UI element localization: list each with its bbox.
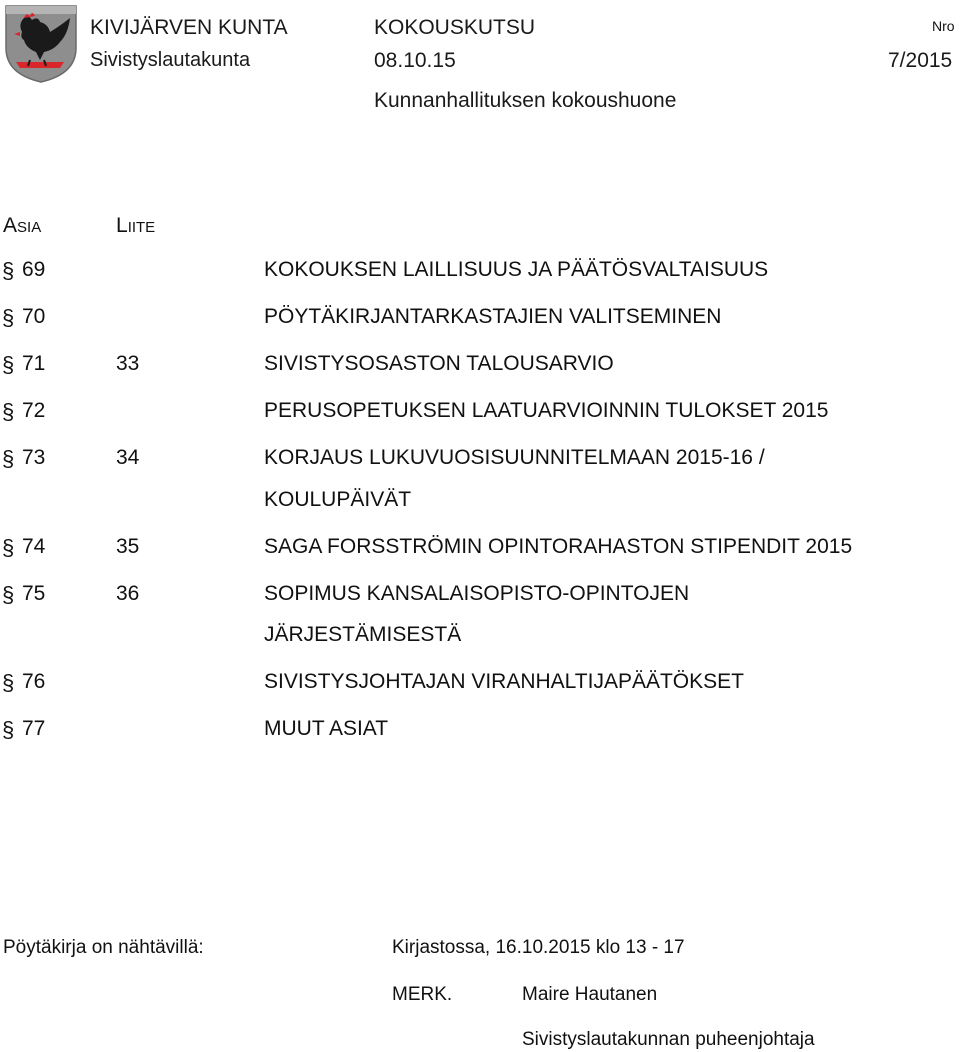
document-type: KOKOUSKUTSU [374, 16, 536, 39]
section-symbol: § [2, 717, 15, 742]
agenda-item-title: KORJAUS LUKUVUOSISUUNNITELMAAN 2015-16 / [264, 446, 765, 469]
section-symbol: § [2, 446, 15, 471]
agenda-item-number: 77 [22, 717, 46, 740]
agenda-item-title: MUUT ASIAT [264, 717, 389, 740]
section-symbol: § [2, 305, 15, 330]
agenda-item-number: 72 [22, 399, 46, 422]
meeting-location: Kunnanhallituksen kokoushuone [374, 89, 677, 112]
agenda-item [0, 352, 960, 392]
section-symbol: § [2, 352, 15, 377]
agenda-item [0, 305, 960, 345]
column-header-asia: ASIA [3, 214, 42, 237]
agenda-item-number: 73 [22, 446, 46, 469]
signer-name: Maire Hautanen [522, 984, 658, 1005]
minutes-available-label: Pöytäkirja on nähtävillä: [3, 937, 204, 958]
minutes-available-value: Kirjastossa, 16.10.2015 klo 13 - 17 [392, 937, 685, 958]
agenda-item-title: KOKOUKSEN LAILLISUUS JA PÄÄTÖSVALTAISUUS [264, 258, 769, 281]
meeting-date: 08.10.15 [374, 49, 456, 72]
meeting-number: 7/2015 [888, 49, 953, 72]
coat-of-arms-icon [4, 4, 78, 84]
section-symbol: § [2, 581, 15, 607]
agenda-item [0, 535, 960, 575]
agenda-item [0, 717, 960, 757]
agenda-item-title: PÖYTÄKIRJANTARKASTAJIEN VALITSEMINEN [264, 305, 722, 328]
agenda-item-title-continued: JÄRJESTÄMISESTÄ [264, 623, 462, 646]
agenda-item-title: SOPIMUS KANSALAISOPISTO-OPINTOJEN [264, 581, 690, 605]
agenda-item-number: 75 [22, 581, 46, 605]
section-symbol: § [2, 258, 15, 283]
signer-title: Sivistyslautakunnan puheenjohtaja [522, 1029, 815, 1050]
agenda-item-number: 69 [22, 258, 46, 281]
section-symbol: § [2, 534, 15, 560]
municipality-name: KIVIJÄRVEN KUNTA [90, 16, 288, 39]
section-symbol: § [2, 670, 15, 695]
agenda-item-number: 74 [22, 534, 46, 558]
board-name: Sivistyslautakunta [90, 49, 251, 71]
agenda-item-title: PERUSOPETUKSEN LAATUARVIOINNIN TULOKSET 2015 [264, 399, 829, 422]
agenda-item [0, 399, 960, 439]
agenda-item-title: SAGA FORSSTRÖMIN OPINTORAHASTON STIPENDIT 2015 [264, 534, 853, 558]
agenda-item-title-continued: KOULUPÄIVÄT [264, 487, 412, 511]
agenda-item-number: 76 [22, 670, 46, 693]
agenda-item-attachment: 35 [116, 534, 140, 558]
section-symbol: § [2, 399, 15, 424]
agenda-item-attachment: 36 [116, 581, 140, 605]
nro-label: Nro [932, 18, 955, 34]
agenda-item [0, 670, 960, 710]
column-header-liite: LIITE [116, 214, 156, 237]
agenda-item-title: SIVISTYSOSASTON TALOUSARVIO [264, 352, 614, 375]
agenda-item-attachment: 33 [116, 352, 140, 375]
agenda-item-attachment: 34 [116, 446, 140, 469]
agenda-item [0, 258, 960, 298]
agenda-item-number: 70 [22, 305, 46, 328]
agenda-item-number: 71 [22, 352, 46, 375]
agenda-item [0, 446, 960, 486]
agenda-item-title: SIVISTYSJOHTAJAN VIRANHALTIJAPÄÄTÖKSET [264, 670, 744, 693]
merk-label: MERK. [392, 984, 453, 1005]
agenda-item [0, 582, 960, 622]
